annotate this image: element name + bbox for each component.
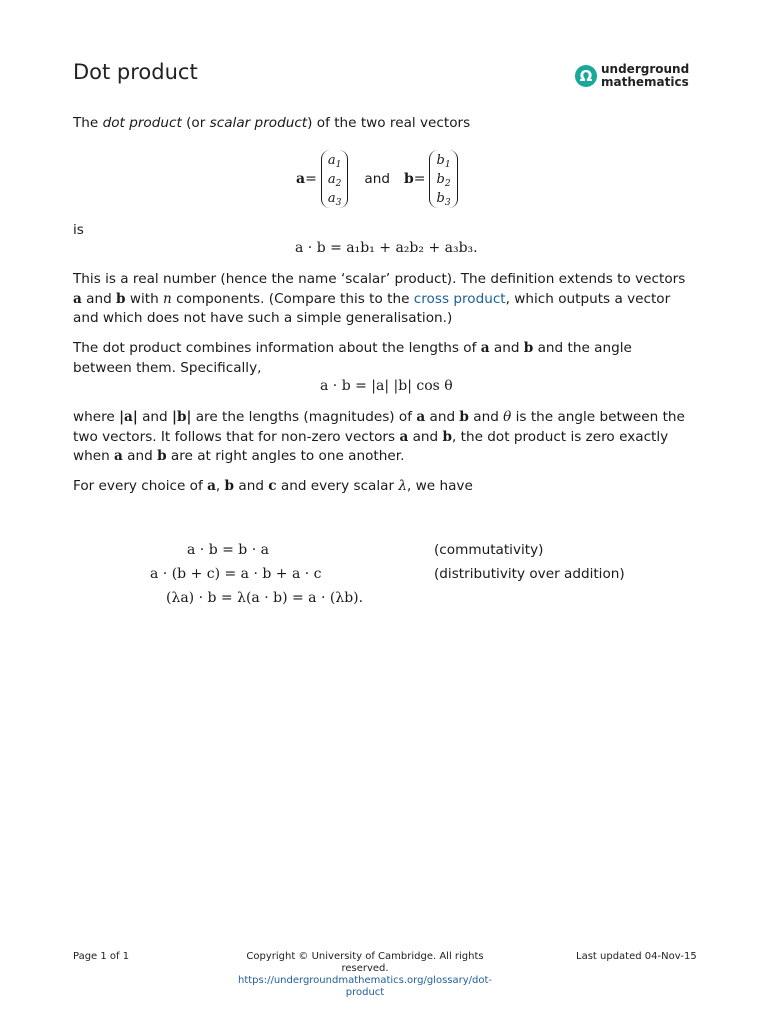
component-b1: $b_1$ xyxy=(436,152,451,170)
property-row xyxy=(0,542,768,564)
property-row xyxy=(0,566,768,588)
vector-b-column xyxy=(429,150,457,208)
property-formula: a · b = b · a xyxy=(187,542,269,558)
logo-line-2: mathematics xyxy=(601,75,689,89)
property-formula: (λa) · b = λ(a · b) = a · (λb). xyxy=(166,590,364,606)
magnitudes-paragraph: where |a| and |b| are the lengths (magnitudes) of a and b and θ is the angle between the two vectors. It follows that for non-zero vectors a and b, the dot product is zero exactly when a and b are at right angles to one another. xyxy=(73,409,685,465)
lengths-paragraph: The dot product combines information about the lengths of a and b and the angle between them. Specifically, xyxy=(73,340,632,376)
property-row xyxy=(0,590,768,612)
component-a1: $a_1$ xyxy=(327,152,342,170)
component-b2: $b_2$ xyxy=(436,171,451,189)
property-note: (commutativity) xyxy=(434,542,544,558)
component-a3: $a_3$ xyxy=(327,190,342,208)
intro-paragraph: The dot product (or scalar product) of the two real vectors xyxy=(73,115,471,131)
vector-definitions xyxy=(296,148,458,210)
logo-wordmark xyxy=(601,63,689,89)
component-b3: $b_3$ xyxy=(436,190,451,208)
dot-product-formula: a · b = a₁b₁ + a₂b₂ + a₃b₃. xyxy=(295,240,478,256)
property-note: (distributivity over addition) xyxy=(434,566,625,582)
choice-paragraph: For every choice of a, b and c and every scalar λ, we have xyxy=(73,478,473,494)
omega-logo-icon: Ω xyxy=(575,65,597,87)
last-updated: Last updated 04-Nov-15 xyxy=(576,951,697,962)
and-word: and xyxy=(364,171,390,187)
page-title: Dot product xyxy=(73,60,198,84)
term-dot-product: dot product xyxy=(102,115,182,131)
component-a2: $a_2$ xyxy=(327,171,342,189)
equals-sign: = xyxy=(413,171,426,187)
real-number-paragraph: This is a real number (hence the name ‘scalar’ product). The definition extends to vectors a and b with n components. (Compare this to the cross product, which outputs a vector and which does not have such a simple generalisation.) xyxy=(73,271,686,327)
vector-b-symbol: b xyxy=(403,171,414,187)
source-url-link[interactable]: https://undergroundmathematics.org/glossary/dot-product xyxy=(237,975,493,998)
property-formula: a · (b + c) = a · b + a · c xyxy=(150,566,322,582)
vector-a-symbol: a xyxy=(296,171,306,187)
equals-sign: = xyxy=(305,171,317,187)
page-number: Page 1 of 1 xyxy=(73,951,130,962)
term-scalar-product: scalar product xyxy=(209,115,308,131)
cross-product-link[interactable]: cross product xyxy=(413,290,506,307)
underground-mathematics-logo[interactable] xyxy=(575,63,689,89)
cosine-formula: a · b = |a| |b| cos θ xyxy=(320,378,453,394)
is-text: is xyxy=(73,222,84,238)
vector-a-column xyxy=(321,150,349,208)
copyright-text: Copyright © University of Cambridge. All rights reserved. xyxy=(246,951,484,974)
copyright-block xyxy=(222,951,508,999)
logo-line-1: underground xyxy=(601,62,690,76)
